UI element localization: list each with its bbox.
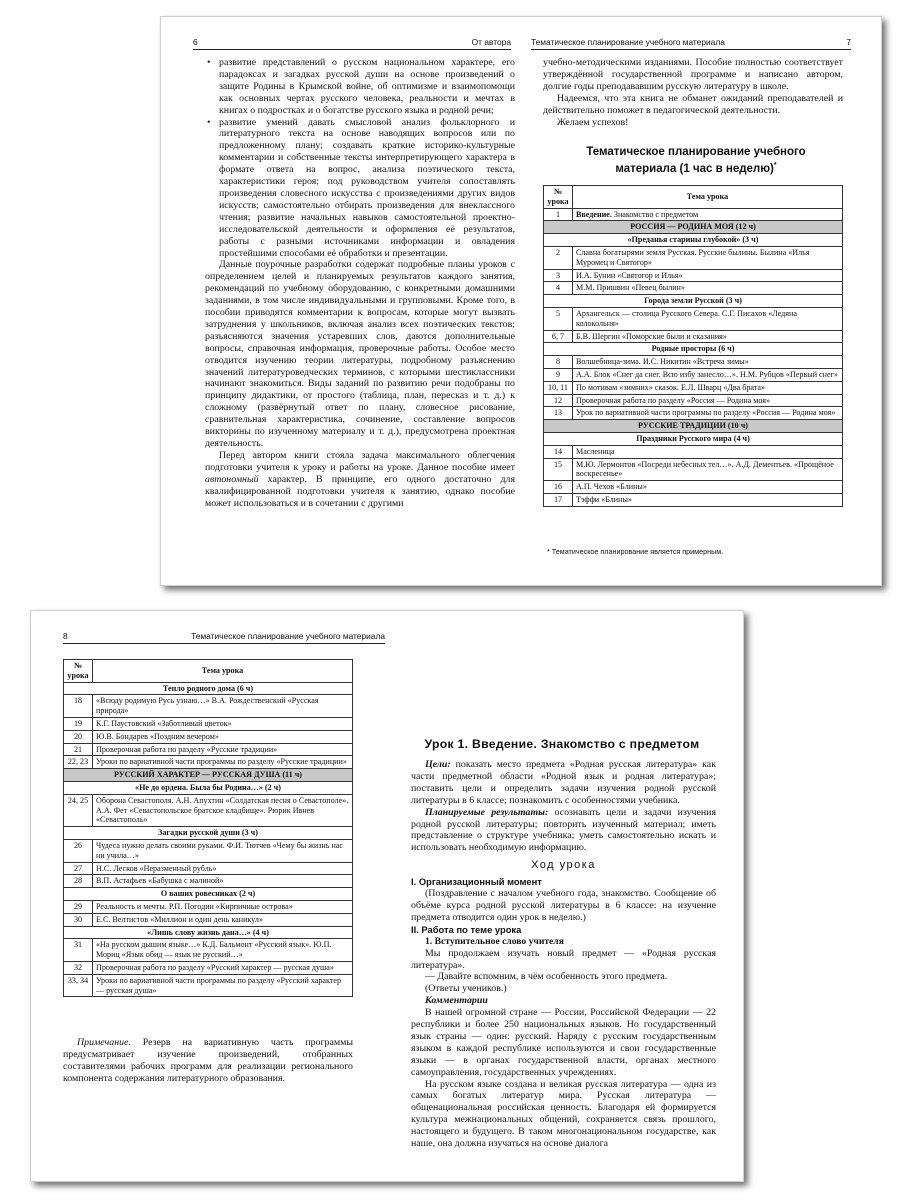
table-row [64, 875, 353, 888]
subsection-title: «Преданья старины глубокой» (3 ч) [544, 234, 843, 247]
table-row [64, 794, 353, 826]
lesson-topic: В.П. Астафьев «Бабушка с малиной» [93, 875, 353, 888]
subsection-title: О ваших ровесниках (2 ч) [64, 888, 353, 901]
lesson-number: 5 [544, 307, 573, 330]
column-header-number: № урока [64, 660, 93, 683]
paragraph [205, 450, 515, 510]
table-row [544, 330, 843, 343]
lesson-topic: Ю.В. Бондарев «Поздним вечером» [93, 730, 353, 743]
paragraph: Надеемся, что эта книга не обманет ожиданий преподавателей и действительно поможет в педагогической деятельности. [543, 92, 843, 116]
note [63, 1037, 353, 1085]
lesson-number: 31 [64, 939, 93, 962]
section-heading: I. Организационный момент [411, 876, 542, 888]
lesson-topic: Проверочная работа по разделу «Русские традиции» [93, 743, 353, 756]
table-row [544, 246, 843, 269]
lesson-topic: Реальность и мечты. Р.П. Погодин «Кирпичные острова» [93, 900, 353, 913]
lesson-number: 24, 25 [64, 794, 93, 826]
body-text-7 [543, 57, 843, 128]
table-row [64, 717, 353, 730]
lesson-topic: Н.С. Лесков «Неразменный рубль» [93, 862, 353, 875]
lesson-topic: Чудеса нужно делать своими руками. Ф.И. Тютчев «Чему бы жизнь нас ни учила…» [93, 839, 353, 862]
table-subsection-row [64, 827, 353, 840]
lesson-number: 21 [64, 743, 93, 756]
table-row [64, 974, 353, 997]
table-row [64, 695, 353, 718]
goals-label: Цели: [425, 759, 451, 770]
lesson-topic: К.Г. Паустовский «Заботливый цветок» [93, 717, 353, 730]
section-heading: II. Работа по теме урока [411, 923, 522, 935]
table-row [544, 368, 843, 381]
note-label: Примечание. [77, 1037, 131, 1048]
results-label: Планируемые результаты: [425, 806, 549, 818]
lesson-number: 26 [64, 839, 93, 862]
table-row [544, 282, 843, 295]
lesson-topic-text: Знакомство с предметом [611, 209, 699, 219]
page-9 [387, 611, 743, 1181]
table-row [64, 862, 353, 875]
header-rule-7 [531, 49, 851, 50]
lesson-number: 19 [64, 717, 93, 730]
page-7 [521, 17, 881, 585]
lesson-number: 4 [544, 282, 573, 295]
table-section-row [64, 769, 353, 782]
paragraph: (Ответы учеников.) [425, 983, 507, 995]
header-rule-6 [193, 49, 511, 50]
table-row [544, 407, 843, 420]
table-row [64, 961, 353, 974]
lesson-topic: «Всюду родимую Русь узнаю…» В.А. Рождественский «Русская природа» [93, 695, 353, 718]
lesson-number: 32 [64, 961, 93, 974]
paragraph: учебно-методическими изданиями. Пособие полностью соответствует утверждённой государственной программе и написано автором, долгие годы преподававшим русскую литературу в школе. [543, 57, 843, 92]
paragraph: (Поздравление с началом учебного года, знакомство. Сообщение об объёме курса родной русской литературы в 6 классе: на изучение предмета отводится один урок в неделю.) [411, 888, 716, 923]
lesson-number: 15 [544, 458, 573, 481]
lesson-number: 14 [544, 445, 573, 458]
table-subsection-row [544, 295, 843, 308]
lesson-number: 22, 23 [64, 756, 93, 769]
table-row [544, 356, 843, 369]
lesson-number: 16 [544, 481, 573, 494]
lesson-number: 12 [544, 394, 573, 407]
table-section-row [544, 420, 843, 433]
lesson-topic: По мотивам «зимних» сказок. Е.Л. Шварц «Два брата» [573, 381, 843, 394]
footnote-mark: * [773, 162, 777, 169]
table-row [544, 208, 843, 221]
table-subsection-row [544, 432, 843, 445]
goals [411, 759, 716, 807]
table-row [544, 269, 843, 282]
lesson-number: 6, 7 [544, 330, 573, 343]
results-text: осознавать цели и задачи изучения родной русской литературы; повторить изученный материал; иметь представление о структуре учебника; уметь самостоятельно искать и использовать необходимую информацию. [411, 806, 716, 854]
lesson-number: 10, 11 [544, 381, 573, 394]
lesson-number: 13 [544, 407, 573, 420]
page-6 [161, 17, 521, 585]
table-row [544, 481, 843, 494]
table-row [64, 839, 353, 862]
table-row [544, 445, 843, 458]
lesson-number: 30 [64, 913, 93, 926]
lesson-topic-bold: Введение. [576, 209, 612, 219]
lesson-topic: Тэффи «Блины» [573, 493, 843, 506]
goals-text: показать место предмета «Родная русская литература» как части предметной области «Родной язык и родная литература»; поставить цели и определить задачи изучения родной русской литературы в 6 классе; познакомить с особенностями учебника. [411, 759, 716, 806]
note-text: Резерв на вариативную часть программы предусматривает изучение произведений, отобранных составителями рабочих программ для реализации регионального компонента содержания литературного образования. [63, 1037, 353, 1084]
column-header-number: № урока [544, 186, 573, 209]
table-row [64, 756, 353, 769]
paragraph: Мы продолжаем изучать новый предмет — «Родная русская литература». [411, 947, 716, 971]
lesson-number: 18 [64, 695, 93, 718]
comments-heading: Комментарии [425, 995, 488, 1007]
table-subsection-row [64, 888, 353, 901]
lesson-number: 20 [64, 730, 93, 743]
page-number-6: 6 [193, 37, 198, 47]
planning-title-text: Тематическое планирование учебного материала (1 час в неделю) [586, 146, 806, 175]
paragraph: — Давайте вспомним, в чём особенность этого предмета. [425, 971, 668, 983]
table-row [544, 307, 843, 330]
subsection-title: «Лишь слову жизнь дана…» (4 ч) [64, 926, 353, 939]
lesson-number: 27 [64, 862, 93, 875]
lesson-number: 1 [544, 208, 573, 221]
running-header-7: Тематическое планирование учебного материала [531, 37, 725, 47]
lesson-topic: Масленица [573, 445, 843, 458]
table-subsection-row [64, 781, 353, 794]
lesson-topic: А.П. Чехов «Блины» [573, 481, 843, 494]
subsection-heading: 1. Вступительное слово учителя [425, 935, 564, 947]
lesson-title: Урок 1. Введение. Знакомство с предметом [424, 737, 700, 751]
lesson-number: 2 [544, 246, 573, 269]
column-header-topic: Тема урока [93, 660, 353, 683]
lesson-topic: Проверочная работа по разделу «Русский характер — русская душа» [93, 961, 353, 974]
lesson-number: 8 [544, 356, 573, 369]
subsection-title: «Не до ордена. Была бы Родина…» (2 ч) [64, 781, 353, 794]
body-text-6 [205, 57, 515, 509]
paragraph: Желаем успехов! [557, 116, 629, 128]
table-row [64, 730, 353, 743]
lesson-number: 17 [544, 493, 573, 506]
table-row [64, 900, 353, 913]
lesson-number: 3 [544, 269, 573, 282]
section-title: РОССИЯ — РОДИНА МОЯ (12 ч) [544, 221, 843, 234]
lesson-topic: Уроки по вариативной части программы по разделу «Русские традиции» [93, 756, 353, 769]
lesson-number: 28 [64, 875, 93, 888]
subsection-title: Загадки русской души (3 ч) [64, 827, 353, 840]
paragraph: Данные поурочные разработки содержат подробные планы уроков с определением целей и планируемых результатов каждого занятия, рекомендаций по учебному оборудованию, с конкретными домашними заданиями, в том числе индивидуальными и групповыми. Кроме того, в пособии приводятся комментарии к вопросам, которые могут вызвать затруднения у школьников, включая анализ всех поэтических текстов; разъясняются значения устаревших слов, даются дополнительные вопросы, справочная информация, проверочные работы. Особое место отводится изучению теории литературы, подробному разъяснению значений литературоведческих терминов, с которыми шестиклассники начинают знакомиться. Виды заданий по развитию речи подобраны по принципу дидактики, от простого (таблица, план, пересказ и т. д.) к сложному (развёрнутый ответ по плану, словесное рисование, сравнительная характеристика, сочинение, составление вопросов викторины по изученному материалу и т. д.), предусмотрена проектная деятельность. [205, 259, 515, 449]
table-row [64, 913, 353, 926]
column-header-topic: Тема урока [573, 186, 843, 209]
planning-title [571, 145, 821, 176]
planning-table [543, 185, 843, 507]
table-row [544, 458, 843, 481]
lesson-topic: И.А. Бунин «Святогор и Илья» [573, 269, 843, 282]
lesson-progress-title: Ход урока [531, 859, 596, 872]
lesson-topic: «На русском дышим языке…» К.Д. Бальмонт «Русский язык». Ю.П. Мориц «Язык обид — язык не русский…» [93, 939, 353, 962]
table-subsection-row [64, 926, 353, 939]
lesson-topic: Проверочная работа по разделу «Россия — Родина моя» [573, 394, 843, 407]
subsection-title: Праздники Русского мира (4 ч) [544, 432, 843, 445]
planning-table-continued [63, 659, 353, 997]
lesson-topic: М.М. Пришвин «Певец былин» [573, 282, 843, 295]
page-number-8: 8 [63, 631, 68, 641]
header-rule-8 [63, 643, 385, 644]
lesson-topic: Б.В. Шергин «Поморские были и сказания» [573, 330, 843, 343]
italic-term: автономный [205, 473, 259, 485]
table-row [544, 394, 843, 407]
paragraph: В нашей огромной стране — России, Российской Федерации — 22 республики и более 250 национальных языков. Но государственный язык страны — один: русский. Наряду с русским государственным языком в каждой республике используются и свои государственные языки — в органах государственной власти, органах местного самоуправления, государственных учреждениях. [411, 1007, 716, 1078]
footnote: * Тематическое планирование является примерным. [547, 547, 724, 556]
table-subsection-row [544, 234, 843, 247]
lesson-number: 9 [544, 368, 573, 381]
section-title: РУССКИЙ ХАРАКТЕР — РУССКАЯ ДУША (11 ч) [64, 769, 353, 782]
lesson-topic: Уроки по вариативной части программы по разделу «Русский характер — русская душа» [93, 974, 353, 997]
table-row [64, 939, 353, 962]
bottom-spread [30, 610, 744, 1182]
table-row [544, 381, 843, 394]
table-subsection-row [64, 682, 353, 695]
lesson-topic: Оборона Севастополя. А.Н. Апухтин «Солдатская песня о Севастополе». А.А. Фет «Севастопольское братское кладбище». Рюрик Ивнев «Севастополь» [93, 794, 353, 826]
subsection-title: Города земли Русской (3 ч) [544, 295, 843, 308]
bullet-list [205, 57, 515, 259]
top-spread [160, 16, 882, 586]
lesson-topic: А.А. Блок «Снег да снег. Всю избу занесло…». Н.М. Рубцов «Первый снег» [573, 368, 843, 381]
lesson-body [411, 759, 716, 1150]
running-header-6: От автора [471, 37, 511, 47]
lesson-topic: Славна богатырями земля Русская. Русские былины. Былина «Илья Муромец и Святогор» [573, 246, 843, 269]
lesson-number: 29 [64, 900, 93, 913]
lesson-topic: Архангельск — столица Русского Севера. С.Г. Писахов «Ледяна колокольня» [573, 307, 843, 330]
note-paragraph [63, 1037, 353, 1085]
lesson-topic: Урок по вариативной части программы по разделу «Россия — Родина моя» [573, 407, 843, 420]
bullet-item: • развитие представлений о русском национальном характере, его парадоксах и загадках русской души на основе произведений о защите Родины в Крымской войне, об оптимизме и взаимопомощи как основных чертах русского человека, реальности и мечтах в книгах о подростках и о богатстве русского языка и родной речи; [219, 57, 515, 117]
page-8 [31, 611, 387, 1181]
paragraph-text: Перед автором книги стояла задача максимального облегчения подготовки учителя к уроку и работы на уроке. Данное пособие имеет [205, 449, 515, 473]
table-section-row [544, 221, 843, 234]
section-title: РУССКИЕ ТРАДИЦИИ (10 ч) [544, 420, 843, 433]
paragraph-text: характер. В принципе, его одного достаточно для квалифицированной подготовки учителя к занятию, однако пособие может использоваться и в сочетании с другими [205, 473, 515, 509]
lesson-topic [573, 208, 843, 221]
lesson-number: 33, 34 [64, 974, 93, 997]
subsection-title: Тепло родного дома (6 ч) [64, 682, 353, 695]
lesson-topic: М.Ю. Лермонтов «Посреди небесных тел…». А.Д. Дементьев. «Прощёное воскресенье» [573, 458, 843, 481]
page-number-7: 7 [846, 37, 851, 47]
lesson-topic: Е.С. Велтистов «Миллион и один день каникул» [93, 913, 353, 926]
table-row [64, 743, 353, 756]
bullet-item: • развитие умений давать смысловой анализ фольклорного и литературного текста на основе наводящих вопросов или по предложенному плану; создавать краткие историко-культурные комментарии и собственные тексты интерпретирующего характера в формате ответа на вопрос, анализа поэтического текста, характеристики героя; под руководством учителя сопоставлять произведения словесного искусства с произведениями других видов искусств; самостоятельно отбирать произведения для внеклассного чтения; развитие начальных навыков самостоятельной проектно-исследовательской деятельности и оформления её результатов, работы с разными источниками информации и овладения простейшими способами её обработки и презентации. [219, 117, 515, 260]
results [411, 807, 716, 855]
running-header-8: Тематическое планирование учебного материала [191, 631, 385, 641]
paragraph: На русском языке создана и великая русская литература — одна из самых богатых литератур мира. Русская литература — общенациональная российская ценность. Благодаря ей формируется культура межнациональных общений, сохраняется связь прошлого, настоящего и будущего. В таком многонациональном государстве, как наше, она должна изучаться на основе диалога [411, 1078, 716, 1150]
table-row [544, 493, 843, 506]
subsection-title: Родные просторы (6 ч) [544, 343, 843, 356]
table-subsection-row [544, 343, 843, 356]
lesson-topic: Волшебница-зима. И.С. Никитин «Встреча зимы» [573, 356, 843, 369]
